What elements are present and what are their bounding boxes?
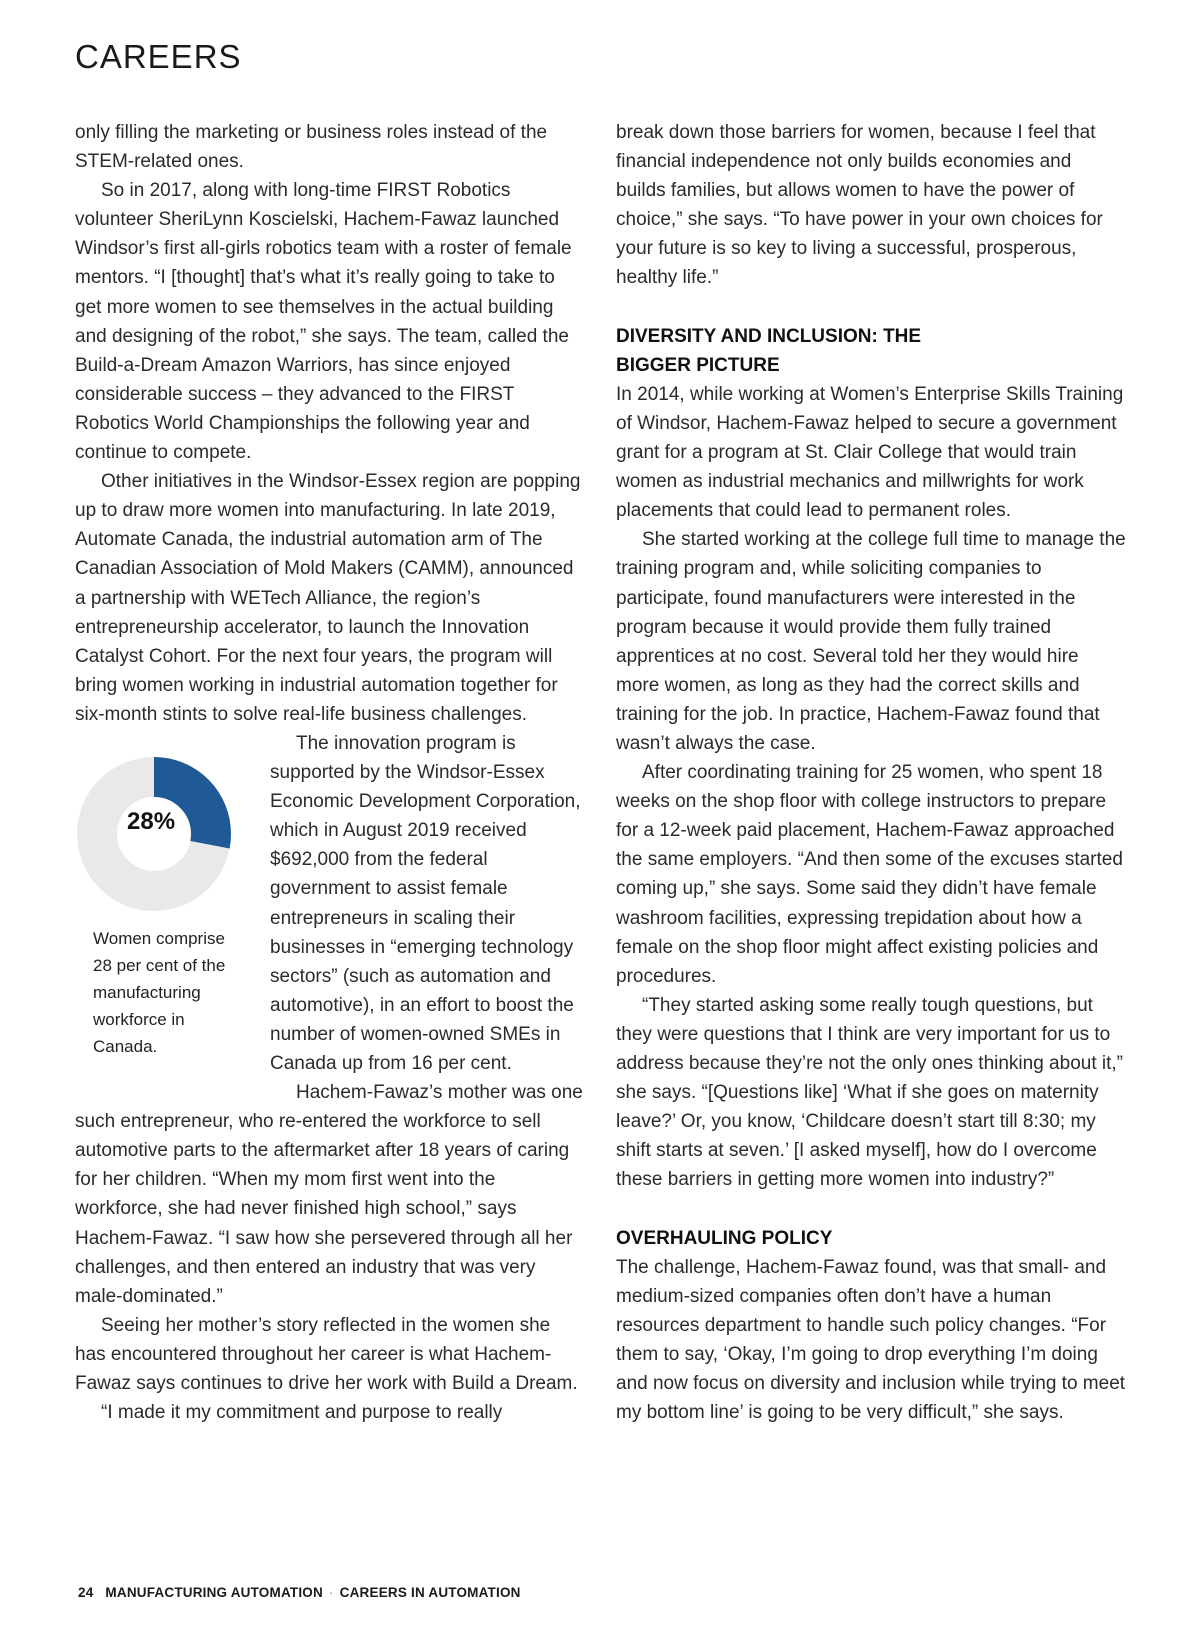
paragraph: break down those barriers for women, because I feel that financial independence not only builds economies and builds families, but allows women to have the power of choice,” she says. “To have power in your own choices for your future is so key to living a successful, prosperous, healthy life.” — [616, 122, 1103, 289]
subheading-line: BIGGER PICTURE — [616, 354, 780, 376]
page-number: 24 — [78, 1585, 94, 1600]
paragraph-with-figure — [75, 729, 585, 1078]
subheading-line: DIVERSITY AND INCLUSION: THE — [616, 325, 922, 347]
paragraph: “They started asking some really tough questions, but they were questions that I think are very important for us to address because they’re not the only ones thinking about it,” she says. “[Questions like] ‘What if she goes on maternity leave?’ Or, you know, ‘Childcare doesn’t start till 8:30; my shift starts at seven.’ [I asked myself], how do I overcome these barriers in getting more women into industry?” — [616, 994, 1123, 1191]
left-column — [75, 118, 585, 1427]
paragraph: Hachem-Fawaz’s mother was one such entrepreneur, who re-entered the workforce to sell automotive parts to the aftermarket after 18 years of caring for her children. “When my mom first went into the workforce, she had never finished high school,” says Hachem-Fawaz. “I saw how she persevered through all her challenges, and then entered an industry that was very male-dominated.” — [75, 1082, 583, 1307]
paragraph: only filling the marketing or business roles instead of the STEM-related ones. — [75, 122, 548, 173]
float-figure — [75, 729, 270, 1099]
section-title: CAREERS — [75, 38, 242, 75]
paragraph: “I made it my commitment and purpose to really — [101, 1402, 503, 1424]
paragraph: Other initiatives in the Windsor-Essex region are popping up to draw more women into manufacturing. In late 2019, Automate Canada, the industrial automation arm of The Canadian Association of Mold Makers (CAMM), announced a partnership with WETech Alliance, the region’s entrepreneurship accelerator, to launch the Innovation Catalyst Cohort. For the next four years, the program will bring women working in industrial automation together for six-month stints to solve real-life business challenges. — [75, 471, 581, 725]
right-column — [616, 118, 1126, 1427]
page-footer — [78, 1585, 521, 1600]
footer-section: CAREERS IN AUTOMATION — [339, 1585, 521, 1600]
paragraph-text: The innovation program is supported by the Windsor-Essex Economic Development Corporation, which in August 2019 received $692,000 from the federal government to assist female entrepreneurs in scaling their businesses in “emerging technology sectors” (such as automation and automotive), in an effort to boost the number of women-owned SMEs in Canada up from 16 per cent. — [270, 732, 581, 1074]
paragraph: She started working at the college full time to manage the training program and, while soliciting companies to participate, found manufacturers were interested in the program because it would provide them fully trained apprentices at no cost. Several told her they would hire more women, as long as they had the correct skills and training for the job. In practice, Hachem-Fawaz found that wasn’t always the case. — [616, 529, 1126, 754]
paragraph: In 2014, while working at Women’s Enterprise Skills Training of Windsor, Hachem-Fawaz helped to secure a government grant for a program at St. Clair College that would train women as industrial mechanics and millwrights for work placements that could lead to permanent roles. — [616, 383, 1124, 522]
subheading: OVERHAULING POLICY — [616, 1227, 833, 1249]
subheading — [616, 322, 1126, 380]
paragraph: The challenge, Hachem-Fawaz found, was that small- and medium-sized companies often don’t have a human resources department to handle such policy changes. “For them to say, ‘Okay, I’m going to drop everything I’m doing and now focus on diversity and inclusion while trying to meet my bottom line’ is going to be very difficult,” she says. — [616, 1256, 1126, 1424]
donut-value-label: 28% — [127, 807, 176, 835]
publication-name: MANUFACTURING AUTOMATION — [105, 1585, 323, 1600]
paragraph: So in 2017, along with long-time FIRST Robotics volunteer SheriLynn Koscielski, Hachem-Fawaz launched Windsor’s first all-girls robotics team with a roster of female mentors. “I [thought] that’s what it’s really going to take to get more women to see themselves in the actual building and designing of the robot,” she says. The team, called the Build-a-Dream Amazon Warriors, has since enjoyed considerable success – they advanced to the FIRST Robotics World Championships the following year and continue to compete. — [75, 180, 572, 464]
paragraph: Seeing her mother’s story reflected in the women she has encountered throughout her career is what Hachem-Fawaz says continues to drive her work with Build a Dream. — [75, 1314, 578, 1395]
footer-separator: · — [328, 1585, 334, 1600]
figure-caption: Women comprise 28 per cent of the manufacturing workforce in Canada. — [93, 928, 226, 1056]
paragraph: After coordinating training for 25 women, who spent 18 weeks on the shop floor with college instructors to prepare for a 12-week paid placement, Hachem-Fawaz approached the same employers. “And then some of the excuses started coming up,” she says. Some said they didn’t have female washroom facilities, expressing trepidation about how a female on the shop floor might affect existing policies and procedures. — [616, 762, 1123, 987]
